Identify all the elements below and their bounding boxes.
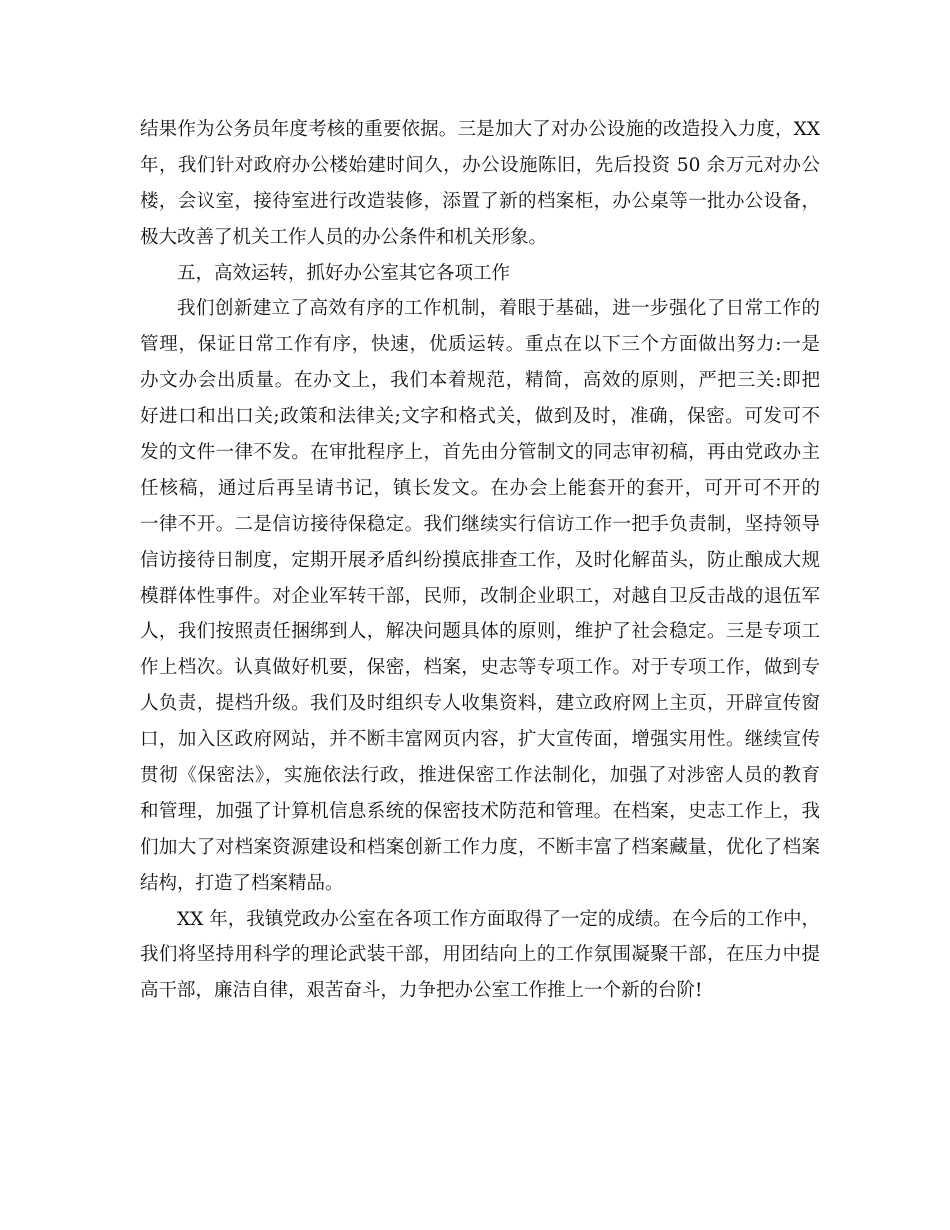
text-line: 年，我们针对政府办公楼始建时间久，办公设施陈旧，先后投资 50 余万元对办公 xyxy=(140,154,820,176)
text-line: 任核稿，通过后再呈请书记，镇长发文。在办会上能套开的套开，可开可不开的 xyxy=(140,477,820,499)
paragraph-end-line: 结构，打造了档案精品。 xyxy=(140,872,344,894)
text-line: 人，我们按照责任捆绑到人，解决问题具体的原则，维护了社会稳定。三是专项工 xyxy=(140,621,820,643)
paragraph-end-line: 高干部，廉洁自律，艰苦奋斗，力争把办公室工作推上一个新的台阶! xyxy=(140,980,703,1002)
text-line: 一律不开。二是信访接待保稳定。我们继续实行信访工作一把手负责制，坚持领导 xyxy=(140,513,820,535)
text-line: 口，加入区政府网站，并不断丰富网页内容，扩大宣传面，增强实用性。继续宣传 xyxy=(140,729,820,751)
text-line: 模群体性事件。对企业军转干部，民师，改制企业职工，对越自卫反击战的退伍军 xyxy=(140,585,820,607)
text-line: 办文办会出质量。在办文上，我们本着规范，精简，高效的原则，严把三关:即把 xyxy=(140,370,820,392)
text-line: 贯彻《保密法》，实施依法行政，推进保密工作法制化，加强了对涉密人员的教育 xyxy=(140,765,820,787)
text-line: XX 年，我镇党政办公室在各项工作方面取得了一定的成绩。在今后的工作中， xyxy=(177,908,820,930)
text-line: 楼，会议室，接待室进行改造装修，添置了新的档案柜，办公桌等一批办公设备， xyxy=(140,190,820,212)
text-line: 结果作为公务员年度考核的重要依据。三是加大了对办公设施的改造投入力度，XX xyxy=(140,119,820,140)
text-line: 们加大了对档案资源建设和档案创新工作力度，不断丰富了档案藏量，优化了档案 xyxy=(140,836,820,858)
text-line: 好进口和出口关;政策和法律关;文字和格式关，做到及时，准确，保密。可发可不 xyxy=(140,406,820,428)
text-line: 作上档次。认真做好机要，保密，档案，史志等专项工作。对于专项工作，做到专 xyxy=(140,657,820,679)
text-line: 我们创新建立了高效有序的工作机制，着眼于基础，进一步强化了日常工作的 xyxy=(177,298,820,320)
text-line: 发的文件一律不发。在审批程序上，首先由分管制文的同志审初稿，再由党政办主 xyxy=(140,442,820,464)
text-line: 信访接待日制度，定期开展矛盾纠纷摸底排查工作，及时化解苗头，防止酿成大规 xyxy=(140,549,820,571)
paragraph-end-line: 极大改善了机关工作人员的办公条件和机关形象。 xyxy=(140,226,548,248)
section-heading: 五，高效运转，抓好办公室其它各项工作 xyxy=(177,262,511,284)
text-line: 人负责，提档升级。我们及时组织专人收集资料，建立政府网上主页，开辟宣传窗 xyxy=(140,693,820,715)
text-line: 和管理，加强了计算机信息系统的保密技术防范和管理。在档案，史志工作上，我 xyxy=(140,800,820,822)
text-line: 管理，保证日常工作有序，快速，优质运转。重点在以下三个方面做出努力:一是 xyxy=(140,334,820,356)
text-line: 我们将坚持用科学的理论武装干部，用团结向上的工作氛围凝聚干部，在压力中提 xyxy=(140,944,820,966)
document-body xyxy=(140,112,820,1009)
